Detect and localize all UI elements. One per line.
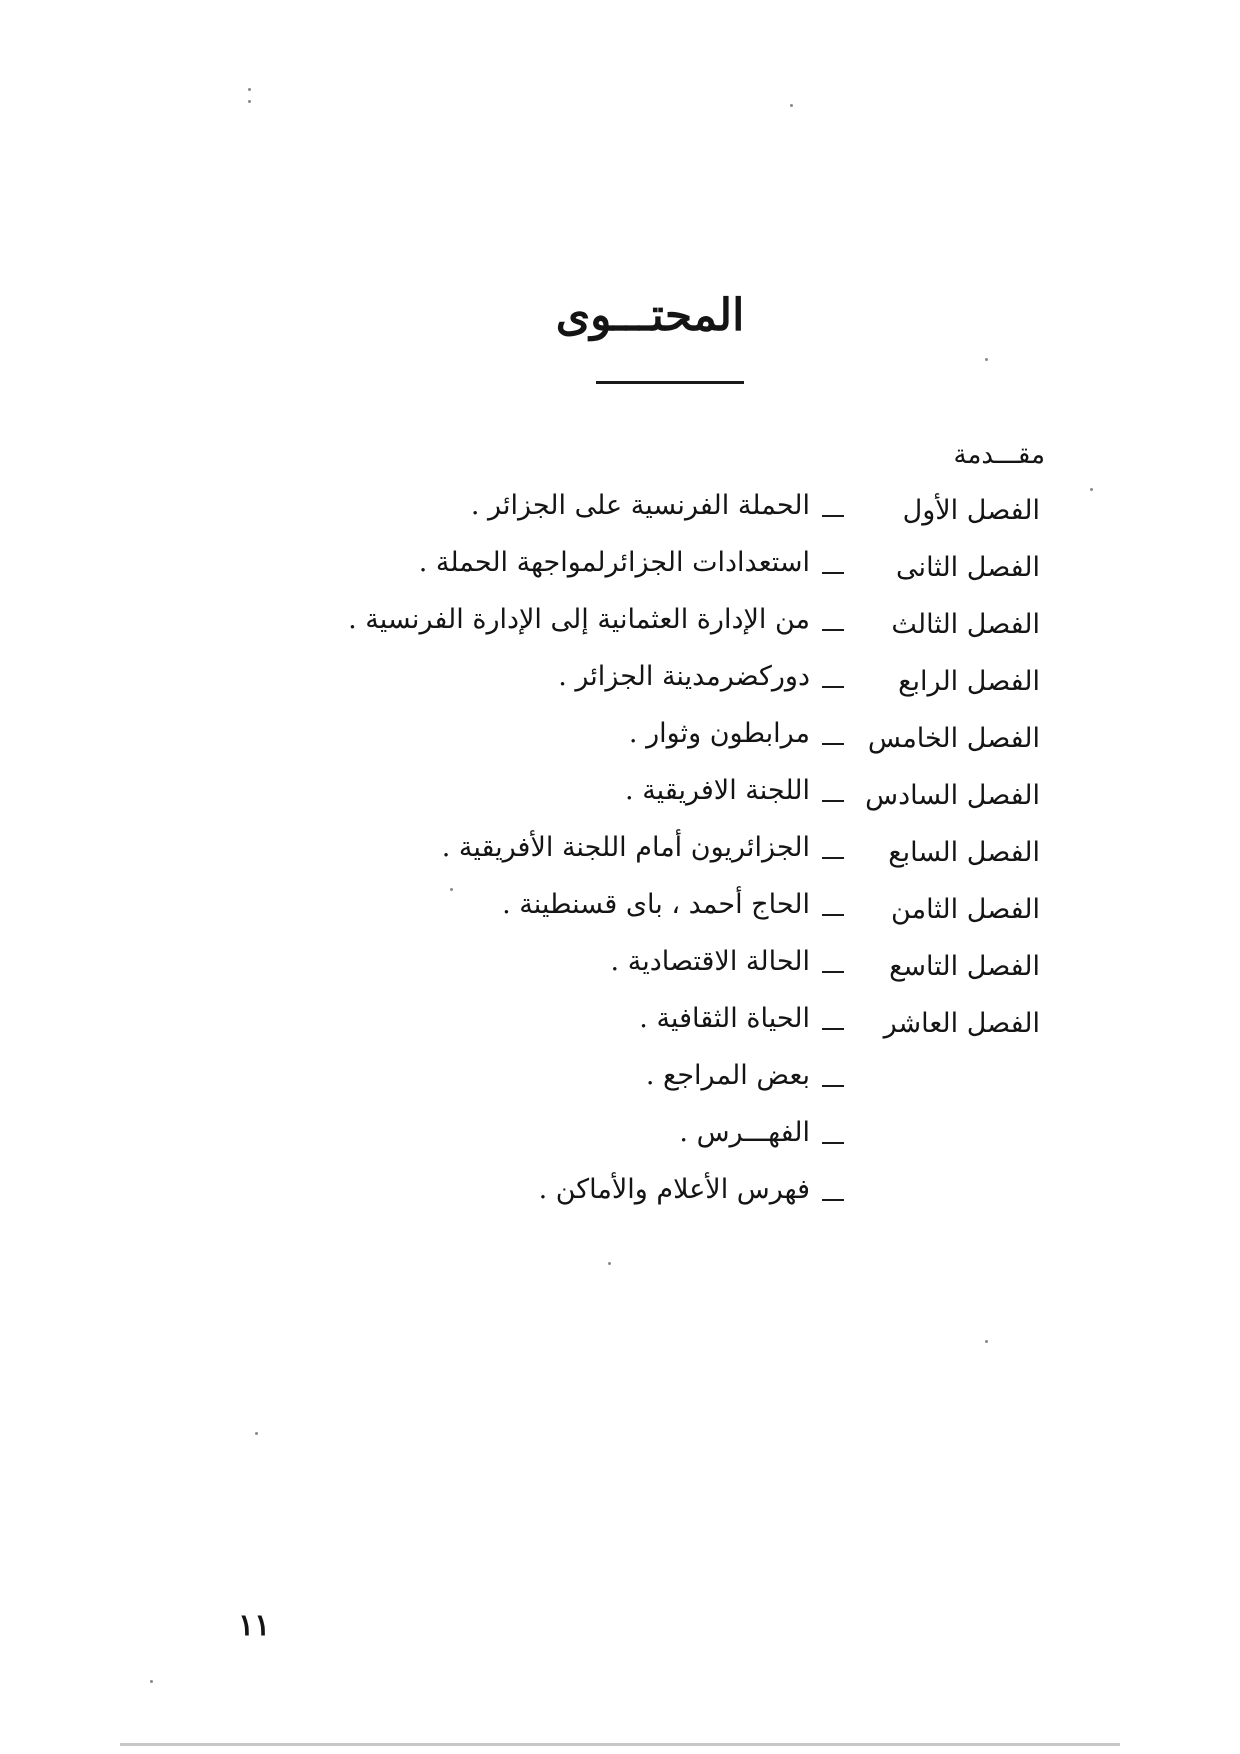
entry-title: الحالة الاقتصادية . — [610, 946, 810, 977]
leader-dash — [822, 971, 844, 973]
chapter-label: الفصل العاشر — [883, 1008, 1040, 1039]
leader-dash — [822, 1199, 844, 1201]
leader-dash — [822, 857, 844, 859]
entry-title: استعدادات الجزائرلمواجهة الحملة . — [418, 547, 810, 578]
leader-dash — [822, 1142, 844, 1144]
leader-dash — [822, 1028, 844, 1030]
title-underline — [596, 381, 744, 384]
leader-dash — [822, 800, 844, 802]
scan-speck — [790, 104, 793, 107]
toc-entry — [0, 1114, 1240, 1171]
leader-dash — [822, 914, 844, 916]
page-number: ١١ — [238, 1608, 271, 1643]
entry-title: الحياة الثقافية . — [639, 1003, 810, 1034]
toc-entry — [0, 886, 1240, 943]
toc-entry — [0, 601, 1240, 658]
introduction-label: مقـــدمة — [953, 440, 1045, 470]
leader-dash — [822, 686, 844, 688]
entry-title: اللجنة الافريقية . — [625, 775, 810, 806]
scan-speck — [255, 1432, 258, 1435]
leader-dash — [822, 515, 844, 517]
leader-dash — [822, 572, 844, 574]
entry-title: من الإدارة العثمانية إلى الإدارة الفرنسية . — [348, 604, 810, 635]
scan-speck — [248, 88, 251, 91]
entry-title: فهرس الأعلام والأماكن . — [538, 1174, 810, 1205]
leader-dash — [822, 629, 844, 631]
page-title: المحتـــوى — [555, 290, 745, 341]
scan-speck — [985, 1340, 988, 1343]
toc-entry — [0, 1171, 1240, 1228]
scan-speck — [248, 100, 251, 103]
toc-entry — [0, 772, 1240, 829]
entry-title: الفهـــرس . — [679, 1117, 810, 1148]
chapter-label: الفصل الثانى — [896, 552, 1040, 583]
chapter-label: الفصل الثامن — [891, 894, 1040, 925]
scan-speck — [985, 358, 988, 361]
entry-title: الحملة الفرنسية على الجزائر . — [470, 490, 810, 521]
toc-entry — [0, 1000, 1240, 1057]
table-of-contents — [0, 487, 1240, 1228]
entry-title: الجزائريون أمام اللجنة الأفريقية . — [441, 832, 810, 863]
toc-entry — [0, 1057, 1240, 1114]
leader-dash — [822, 743, 844, 745]
entry-title: دوركضرمدينة الجزائر . — [558, 661, 810, 692]
chapter-label: الفصل الثالث — [891, 609, 1040, 640]
toc-entry — [0, 658, 1240, 715]
toc-entry — [0, 715, 1240, 772]
chapter-label: الفصل الرابع — [898, 666, 1040, 697]
bottom-divider — [120, 1743, 1120, 1746]
chapter-label: الفصل السادس — [865, 780, 1040, 811]
chapter-label: الفصل الأول — [902, 495, 1040, 526]
toc-entry — [0, 943, 1240, 1000]
toc-entry — [0, 544, 1240, 601]
entry-title: مرابطون وثوار . — [628, 718, 810, 749]
scan-speck — [150, 1680, 153, 1683]
entry-title: بعض المراجع . — [645, 1060, 810, 1091]
scan-speck — [608, 1262, 611, 1265]
leader-dash — [822, 1085, 844, 1087]
toc-entry — [0, 487, 1240, 544]
entry-title: الحاج أحمد ، باى قسنطينة . — [502, 889, 810, 920]
toc-entry — [0, 829, 1240, 886]
chapter-label: الفصل الخامس — [867, 723, 1040, 754]
chapter-label: الفصل السابع — [888, 837, 1040, 868]
chapter-label: الفصل التاسع — [889, 951, 1040, 982]
